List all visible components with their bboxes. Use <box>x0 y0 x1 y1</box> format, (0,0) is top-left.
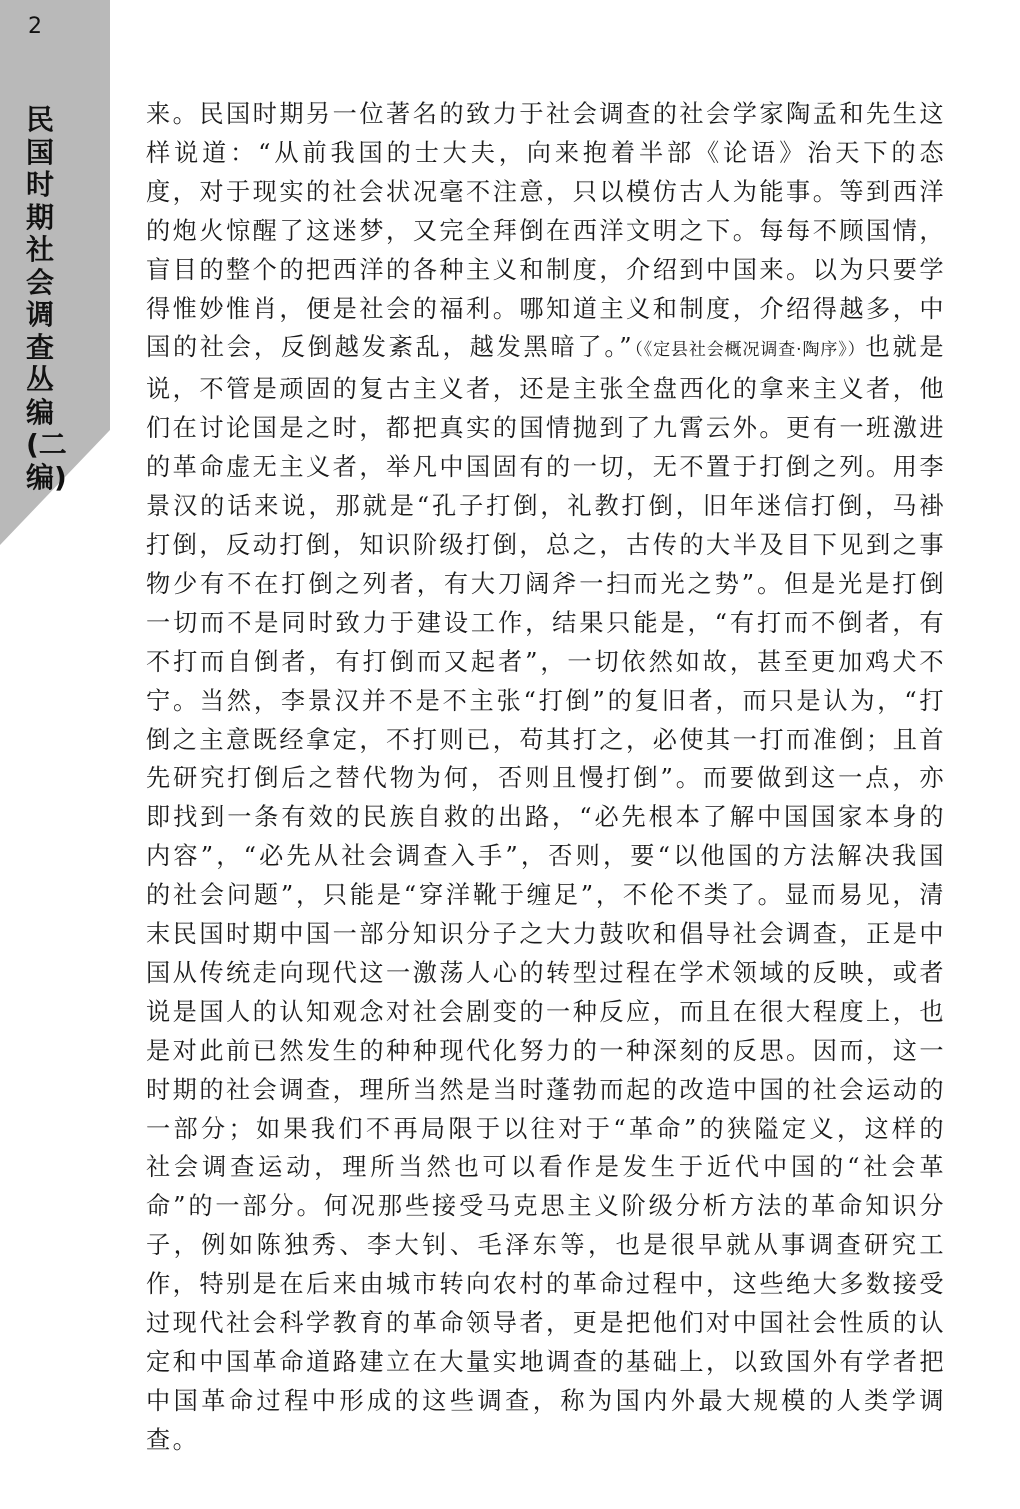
page-number: 2 <box>28 14 42 39</box>
citation: （《定县社会概况调查·陶序》） <box>634 340 866 361</box>
paragraph-part-2: 也就是说，不管是顽固的复古主义者，还是主张全盘西化的拿来主义者，他们在讨论国是之时，都把真实的国情抛到了九霄云外。更有一班激进的革命虚无主义者，举凡中国固有的一切，无不置于打倒之列。用李景汉的话来说，那就是“孔子打倒，礼教打倒，旧年迷信打倒，马褂打倒，反动打倒，知识阶级打倒，总之，古传的大半及目下见到之事物少有不在打倒之列者，有大刀阔斧一扫而光之势”。但是光是打倒一切而不是同时致力于建设工作，结果只能是，“有打而不倒者，有不打而自倒者，有打倒而又起者”，一切依然如故，甚至更加鸡犬不宁。当然，李景汉并不是不主张“打倒”的复旧者，而只是认为，“打倒之主意既经拿定，不打则已，苟其打之，必使其一打而准倒；且首先研究打倒后之替代物为何，否则且慢打倒”。而要做到这一点，亦即找到一条有效的民族自救的出路，“必先根本了解中国国家本身的内容”，“必先从社会调查入手”，否则，要“以他国的方法解决我国的社会问题”，只能是“穿洋靴于缠足”，不伦不类了。显而易见，清末民国时期中国一部分知识分子之大力鼓吹和倡导社会调查，正是中国从传统走向现代这一激荡人心的转型过程在学术领域的反映，或者说是国人的认知观念对社会剧变的一种反应，而且在很大程度上，也是对此前已然发生的种种现代化努力的一种深刻的反思。因而，这一时期的社会调查，理所当然是当时蓬勃而起的改造中国的社会运动的一部分；如果我们不再局限于以往对于“革命”的狭隘定义，这样的社会调查运动，理所当然也可以看作是发生于近代中国的“社会革命”的一部分。何况那些接受马克思主义阶级分析方法的革命知识分子，例如陈独秀、李大钊、毛泽东等，也是很早就从事调查研究工作，特别是在后来由城市转向农村的革命过程中，这些绝大多数接受过现代社会科学教育的革命领导者，更是把他们对中国社会性质的认定和中国革命道路建立在大量实地调查的基础上，以致国外有学者把中国革命过程中形成的这些调查，称为国内外最大规模的人类学调查。 <box>146 333 947 1454</box>
series-edition: (二编) <box>26 428 67 494</box>
series-title <box>26 103 67 494</box>
series-title-text: 民国时期社会调查丛编 <box>26 103 55 429</box>
body-paragraph <box>146 95 946 1460</box>
paragraph-part-1: 来。民国时期另一位著名的致力于社会调查的社会学家陶孟和先生这样说道：“从前我国的士大夫，向来抱着半部《论语》治天下的态度，对于现实的社会状况毫不注意，只以模仿古人为能事。等到西洋的炮火惊醒了这迷梦，又完全拜倒在西洋文明之下。每每不顾国情，盲目的整个的把西洋的各种主义和制度，介绍到中国来。以为只要学得惟妙惟肖，便是社会的福利。哪知道主义和制度，介绍得越多，中国的社会，反倒越发紊乱，越发黑暗了。” <box>146 100 946 362</box>
